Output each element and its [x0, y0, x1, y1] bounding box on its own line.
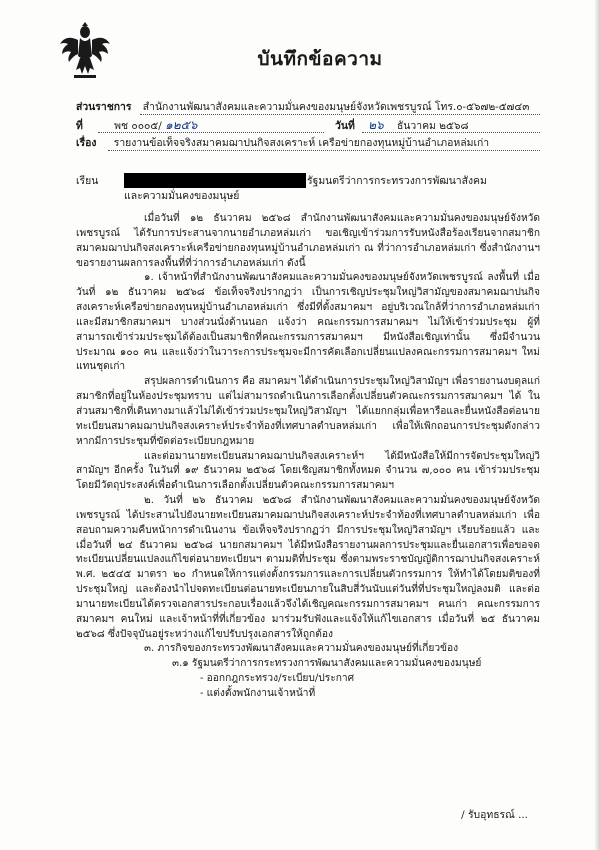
continuation-note: / รับอุทธรณ์ ...	[461, 809, 528, 821]
subject-value: รายงานข้อเท็จจริงสมาคมฌาปนกิจสงเคราะห์ เครือข่ายกองทุนหมู่บ้านอำเภอหล่มเก่า	[113, 137, 490, 149]
subject-label: เรื่อง	[76, 137, 97, 149]
body-paragraph-1: ๑. เจ้าหน้าที่สำนักงานพัฒนาสังคมและความมั่นคงของมนุษย์จังหวัดเพชรบูรณ์ ลงพื้นที่ เมื่อวันที่ ๑๒ ธันวาคม ๒๕๖๘ ข้อเท็จจริงปรากฏว่า เป็นการเชิญประชุมใหญ่วิสามัญของสมาคมฌาปนกิจสงเคราะห์เครือข่ายกองทุนหมู่บ้านอำเภอหล่มเก่า ซึ่งมีที่ตั้งสมาคมฯ อยู่บริเวณใกล้ที่ว่าการอำเภอหล่มเก่า และมีสมาชิกสมาคมฯ บางส่วนนั่งด้านนอก แจ้งว่า คณะกรรมการสมาคมฯ ไม่ให้เข้าร่วมประชุม ผู้ที่สามารถเข้าร่วมประชุมได้ต้องเป็นสมาชิกที่คณะกรรมการสมาคมฯ มีหนังสือเชิญเท่านั้น ซึ่งมีจำนวนประมาณ ๑๐๐ คน และแจ้งว่าในวาระการประชุมจะมีการคัดเลือกเปลี่ยนแปลงคณะกรรมการสมาคมฯ ใหม่แทนชุดเก่า	[76, 272, 540, 373]
date-value: ธันวาคม ๒๕๖๘	[396, 120, 469, 132]
date-dotted-line	[362, 132, 540, 133]
agency-dotted-line	[140, 114, 540, 115]
page-edge-shadow	[594, 0, 600, 850]
ref-label: ที่	[76, 120, 83, 132]
body-bullet-regulation: - ออกกฎกระทรวง/ระเบียบ/ประกาศ	[200, 673, 355, 685]
ref-row	[76, 119, 197, 133]
redaction-bar	[124, 173, 306, 188]
agency-row	[76, 101, 529, 114]
subject-row	[76, 137, 489, 150]
body-item-3-1: ๓.๑ รัฐมนตรีว่าการกระทรวงการพัฒนาสังคมและความมั่นคงของมนุษย์	[172, 658, 482, 670]
date-handwritten: ๒๖	[368, 118, 384, 132]
ref-value: พช ๐๐๐๕/	[114, 120, 162, 132]
body-bullet-appoint: - แต่งตั้งพนักงานเจ้าหน้าที่	[200, 688, 316, 699]
subject-dotted-line	[108, 150, 540, 151]
agency-value: สำนักงานพัฒนาสังคมและความมั่นคงของมนุษย์จังหวัดเพชรบูรณ์ โทร.๐-๕๖๗๒-๕๗๔๓	[142, 101, 530, 113]
salutation-recipient: รัฐมนตรีว่าการกระทรวงการพัฒนาสังคม	[307, 175, 487, 187]
salutation-label: เรียน	[76, 175, 99, 187]
salutation-recipient-line2: และความมั่นคงของมนุษย์	[124, 190, 240, 202]
body-paragraph-followup: และต่อมานายทะเบียนสมาคมฌาปนกิจสงเคราะห์ฯ ได้มีหนังสือให้มีการจัดประชุมใหญ่วิสามัญฯ อีกครั้ง ในวันที่ ๑๙ ธันวาคม ๒๕๖๘ โดยเชิญสมาชิกทั้งหมด จำนวน ๗,๐๐๐ คน เข้าร่วมประชุม โดยมีวัตถุประสงค์เพื่อดำเนินการเลือกตั้งเปลี่ยนตัวคณะกรรมการสมาคมฯ	[76, 450, 540, 492]
date-label: วันที่	[335, 120, 355, 132]
agency-label: ส่วนราชการ	[76, 101, 132, 113]
ref-dotted-line	[98, 132, 324, 133]
body-paragraph-3: ๓. ภารกิจของกระทรวงพัฒนาสังคมและความมั่นคงของมนุษย์ที่เกี่ยวข้อง	[144, 643, 459, 655]
body-paragraph-summary: สรุปผลการดำเนินการ คือ สมาคมฯ ได้ดำเนินการประชุมใหญ่วิสามัญฯ เพื่อรายงานงบดุลแก่สมาชิกที่อยู่ในห้องประชุมทราบ แต่ไม่สามารถดำเนินการเลือกตั้งเปลี่ยนตัวคณะกรรมการสมาคมฯ ได้ ในส่วนสมาชิกที่เดินทางมาแล้วไม่ได้เข้าร่วมประชุมใหญ่วิสามัญฯ ได้แยกกลุ่มเพื่อหารือและยื่นหนังสือต่อนายทะเบียนสมาคมฌาปนกิจสงเคราะห์ประจำท้องที่เทศบาลตำบลหล่มเก่า เพื่อให้เพิกถอนการประชุมดังกล่าวหากมีการประชุมที่ขัดต่อระเบียบกฎหมาย	[76, 376, 540, 447]
body-paragraph-2: ๒. วันที่ ๒๖ ธันวาคม ๒๕๖๘ สำนักงานพัฒนาสังคมและความมั่นคงของมนุษย์จังหวัดเพชรบูรณ์ ได้ประสานไปยังนายทะเบียนสมาคมฌาปนกิจสงเคราะห์ประจำท้องที่เทศบาลตำบลหล่มเก่า เพื่อสอบถามความคืบหน้าการดำเนินงาน ข้อเท็จจริงปรากฏว่า มีการประชุมใหญ่วิสามัญฯ เรียบร้อยแล้ว และเมื่อวันที่ ๒๔ ธันวาคม ๒๕๖๘ นายกสมาคมฯ ได้มีหนังสือรายงานผลการประชุมและยื่นเอกสารเพื่อขอจดทะเบียนเปลี่ยนแปลงแก้ไขต่อนายทะเบียนฯ ตามมติที่ประชุม ซึ่งตามพระราชบัญญัติการฌาปนกิจสงเคราะห์ พ.ศ. ๒๕๔๕ มาตรา ๒๐ กำหนดให้การแต่งตั้งกรรมการและการเปลี่ยนตัวกรรมการ ให้ทำได้โดยมติของที่ประชุมใหญ่ และต้องนำไปจดทะเบียนต่อนายทะเบียนภายในสิบสี่วันนับแต่วันที่ที่ประชุมใหญ่ลงมติ และต่อมานายทะเบียนได้ตรวจเอกสารประกอบเรื่องแล้วจึงได้เชิญคณะกรรมการสมาคมฯ คนเก่า คณะกรรมการสมาคมฯ คนใหม่ และเจ้าหน้าที่ที่เกี่ยวข้อง มาร่วมรับฟังและแจ้งให้แก้ไขเอกสาร เมื่อวันที่ ๒๕ ธันวาคม ๒๕๖๘ ซึ่งปัจจุบันอยู่ระหว่างแก้ไขปรับปรุงเอกสารให้ถูกต้อง	[76, 495, 540, 640]
date-row	[335, 119, 469, 133]
ref-handwritten: ๑๒๕๖	[165, 118, 198, 132]
body-paragraph-intro: เมื่อวันที่ ๑๒ ธันวาคม ๒๕๖๘ สำนักงานพัฒนาสังคมและความมั่นคงของมนุษย์จังหวัดเพชรบูรณ์ ได้รับการประสานจากนายอำเภอหล่มเก่า ขอเชิญเข้าร่วมการรับหนังสือร้องเรียนจากสมาชิกสมาคมฌาปนกิจสงเคราะห์เครือข่ายกองทุนหมู่บ้านอำเภอหล่มเก่า ณ ที่ว่าการอำเภอหล่มเก่า ซึ่งสำนักงานฯ ขอรายงานผลการลงพื้นที่ที่ว่าการอำเภอหล่มเก่า ดังนี้	[76, 213, 540, 269]
memo-body	[76, 212, 540, 702]
document-title: บันทึกข้อความ	[257, 48, 383, 70]
